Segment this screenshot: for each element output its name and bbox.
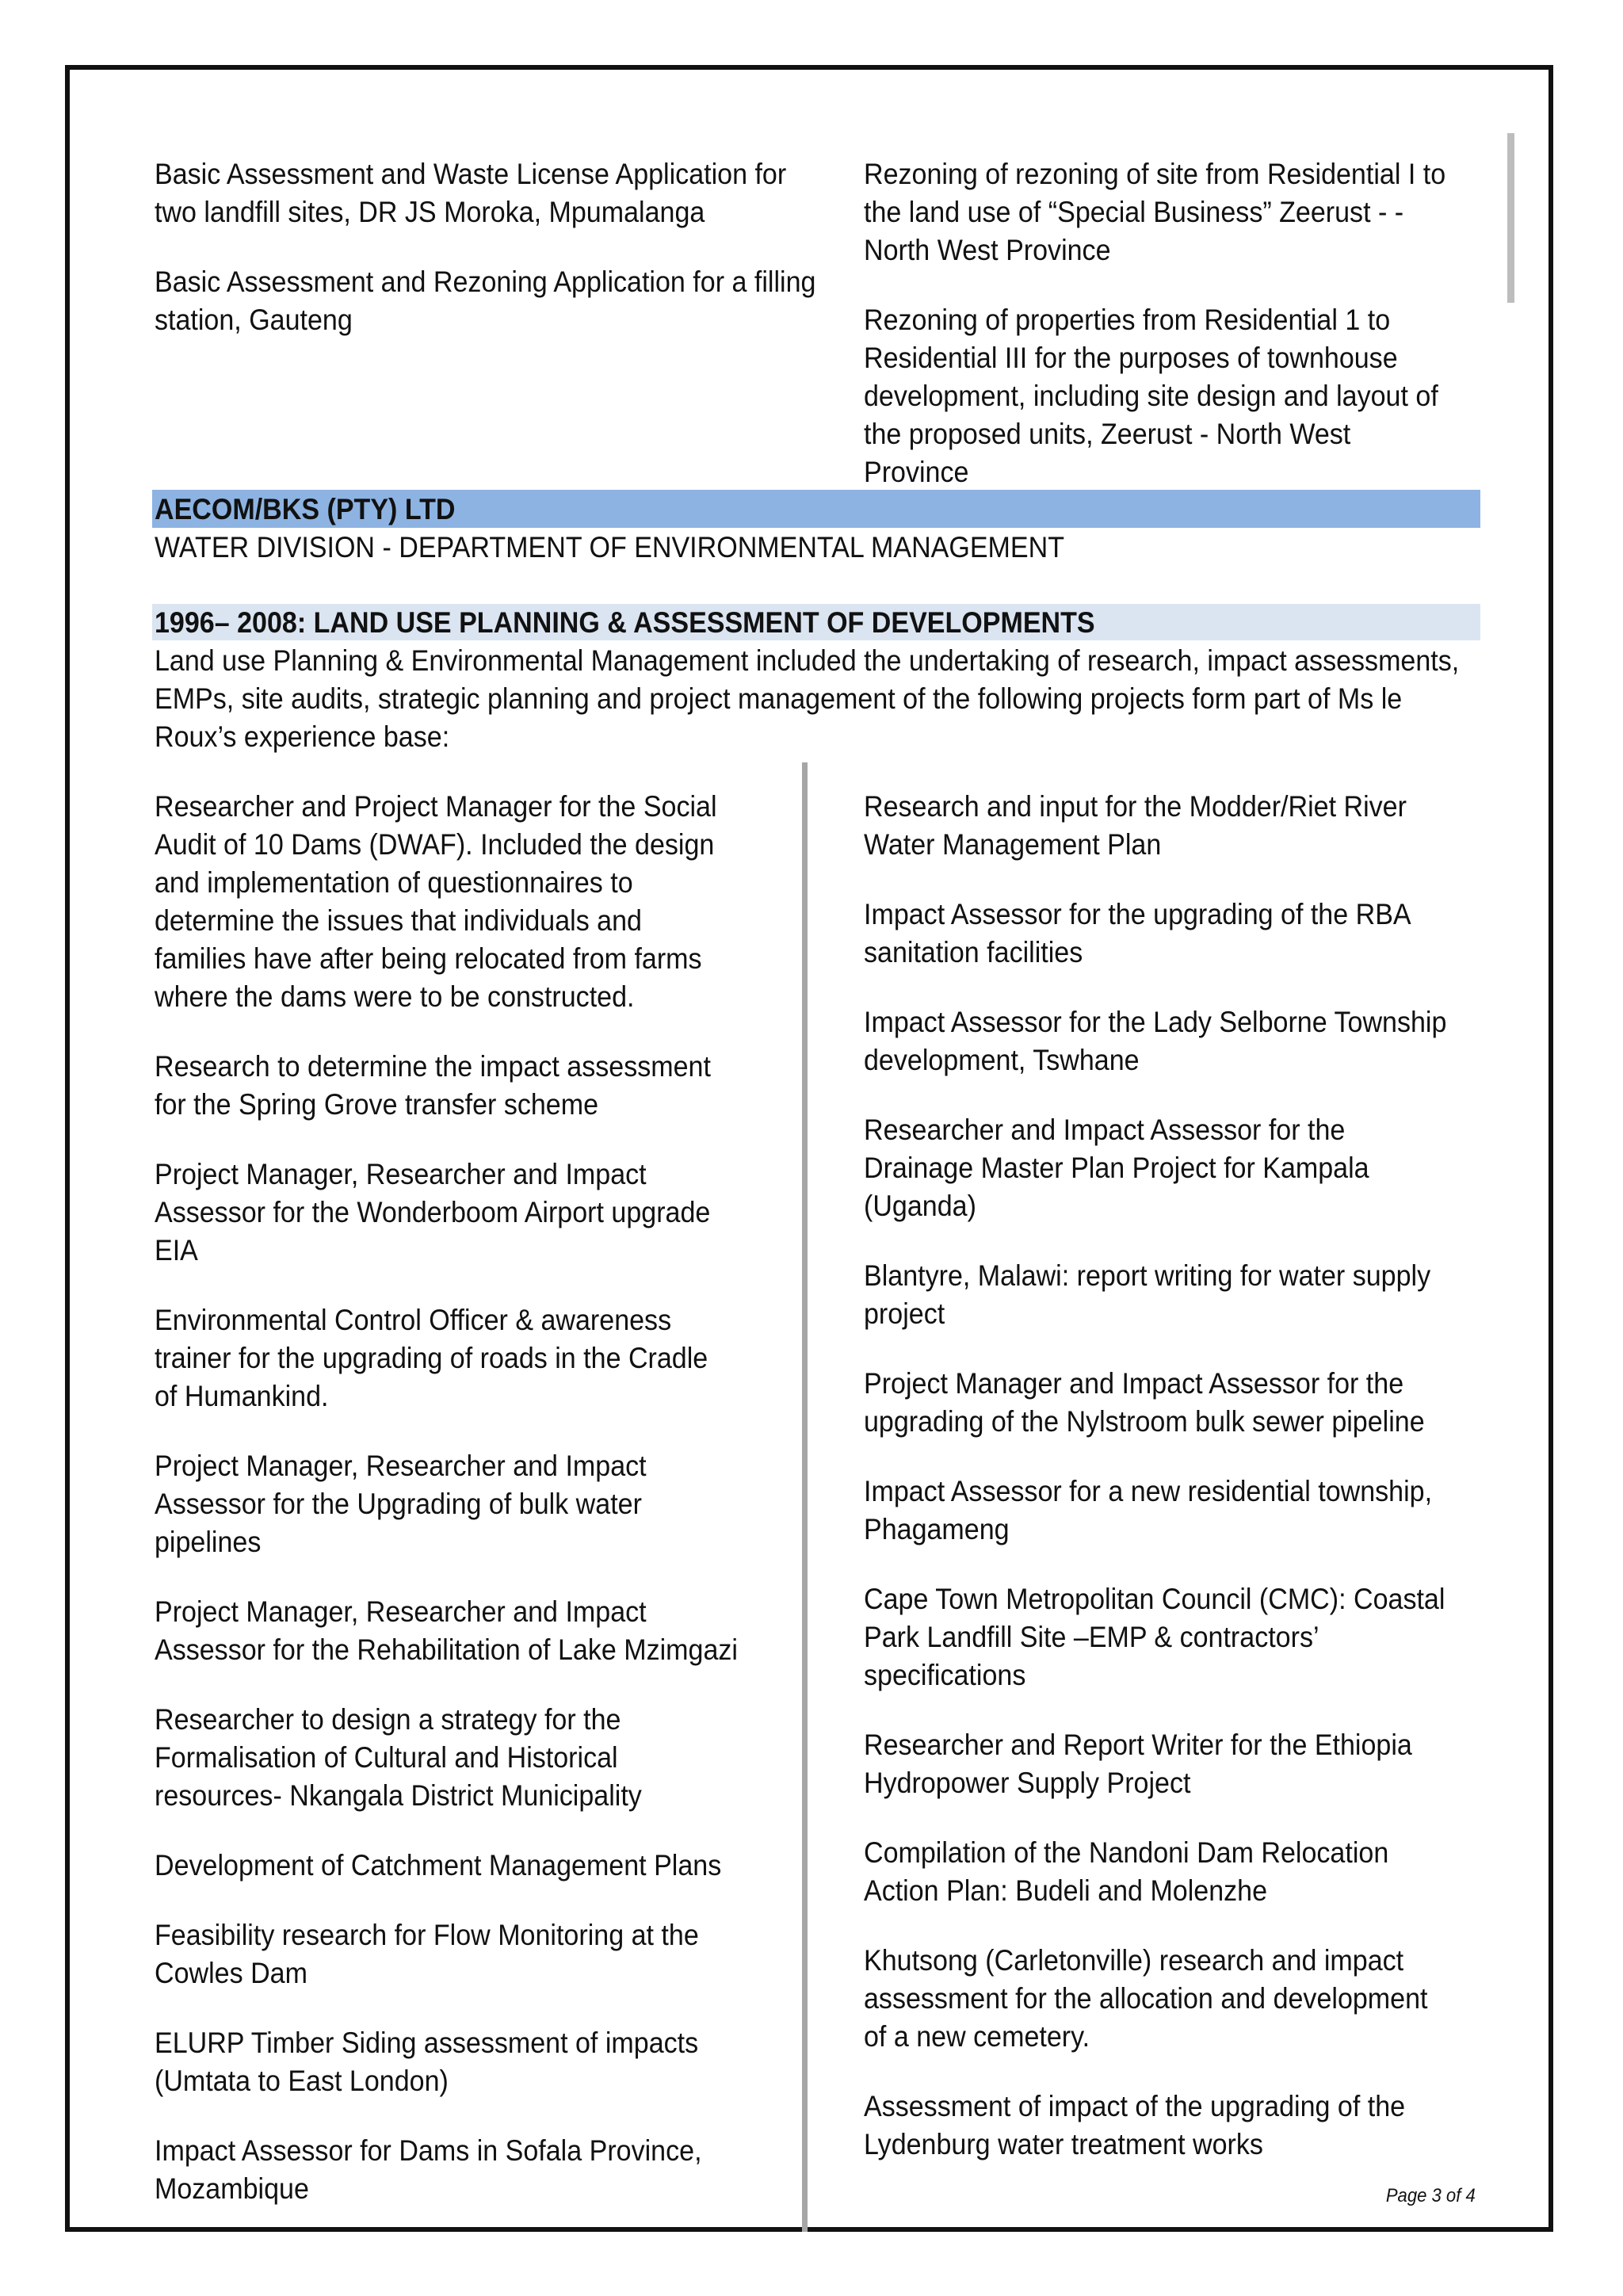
list-item: Blantyre, Malawi: report writing for water supply project	[864, 1259, 1431, 1330]
projects-left-column	[155, 788, 844, 2240]
list-item: Impact Assessor for the Lady Selborne Township development, Tswhane	[864, 1006, 1447, 1076]
list-item: Impact Assessor for a new residential township, Phagameng	[864, 1475, 1433, 1545]
projects-right-column	[864, 788, 1545, 2195]
list-item: Project Manager, Researcher and Impact Assessor for the Wonderboom Airport upgrade EIA	[155, 1158, 711, 1266]
list-item: Development of Catchment Management Plans	[155, 1849, 722, 1881]
list-item: Assessment of impact of the upgrading of the Lydenburg water treatment works	[864, 2090, 1406, 2160]
list-item: Researcher to design a strategy for the Formalisation of Cultural and Historical resources- Nkangala District Municipality	[155, 1703, 642, 1812]
list-item: Researcher and Project Manager for the Social Audit of 10 Dams (DWAF). Included the design and implementation of questionnaires to determine the issues that individuals and families have after being relocated from farms where the dams were to be constructed.	[155, 790, 717, 1013]
list-item: Khutsong (Carletonville) research and impact assessment for the allocation and development of a new cemetery.	[864, 1944, 1428, 2053]
list-item: Project Manager, Researcher and Impact Assessor for the Upgrading of bulk water pipelines	[155, 1450, 647, 1558]
company-name: AECOM/BKS (PTY) LTD	[155, 493, 456, 525]
list-item: Project Manager, Researcher and Impact Assessor for the Rehabilitation of Lake Mzimgazi	[155, 1595, 738, 1666]
list-item: Researcher and Report Writer for the Ethiopia Hydropower Supply Project	[864, 1729, 1412, 1799]
list-item: Project Manager and Impact Assessor for the upgrading of the Nylstroom bulk sewer pipeline	[864, 1367, 1425, 1438]
list-item: Impact Assessor for Dams in Sofala Province, Mozambique	[155, 2134, 702, 2205]
list-item: Impact Assessor for the upgrading of the RBA sanitation facilities	[864, 898, 1410, 968]
list-item: Environmental Control Officer & awareness trainer for the upgrading of roads in the Cradle of Humankind.	[155, 1304, 708, 1412]
period-title: 1996– 2008: LAND USE PLANNING & ASSESSMENT OF DEVELOPMENTS	[155, 606, 1095, 639]
list-item: Research and input for the Modder/Riet River Water Management Plan	[864, 790, 1407, 861]
list-item: ELURP Timber Siding assessment of impacts (Umtata to East London)	[155, 2027, 699, 2097]
period-intro: Land use Planning & Environmental Management included the undertaking of research, impact assessments, EMPs, site audits, strategic planning and project management of the following projects form part of Ms le Roux’s experience base:	[155, 644, 1460, 753]
list-item: Rezoning of properties from Residential 1 to Residential III for the purposes of townhouse development, including site design and layout of the proposed units, Zeerust - North West Province	[864, 304, 1438, 488]
top-projects-left-column	[155, 155, 947, 371]
list-item: Cape Town Metropolitan Council (CMC): Coastal Park Landfill Site –EMP & contractors’ specifications	[864, 1583, 1445, 1691]
list-item: Feasibility research for Flow Monitoring at the Cowles Dam	[155, 1919, 699, 1989]
list-item: Compilation of the Nandoni Dam Relocation Action Plan: Budeli and Molenzhe	[864, 1836, 1389, 1907]
page-number: Page 3 of 4	[1386, 2185, 1476, 2206]
company-department: WATER DIVISION - DEPARTMENT OF ENVIRONMENTAL MANAGEMENT	[155, 531, 1064, 563]
list-item: Basic Assessment and Rezoning Application for a filling station, Gauteng	[155, 266, 816, 336]
list-item: Research to determine the impact assessment for the Spring Grove transfer scheme	[155, 1050, 711, 1121]
top-projects-right-column	[864, 155, 1522, 523]
list-item: Basic Assessment and Waste License Application for two landfill sites, DR JS Moroka, Mpumalanga	[155, 158, 787, 228]
list-item: Rezoning of rezoning of site from Residential I to the land use of “Special Business” Zeerust - - North West Province	[864, 158, 1446, 266]
list-item: Researcher and Impact Assessor for the Drainage Master Plan Project for Kampala (Uganda)	[864, 1114, 1369, 1222]
